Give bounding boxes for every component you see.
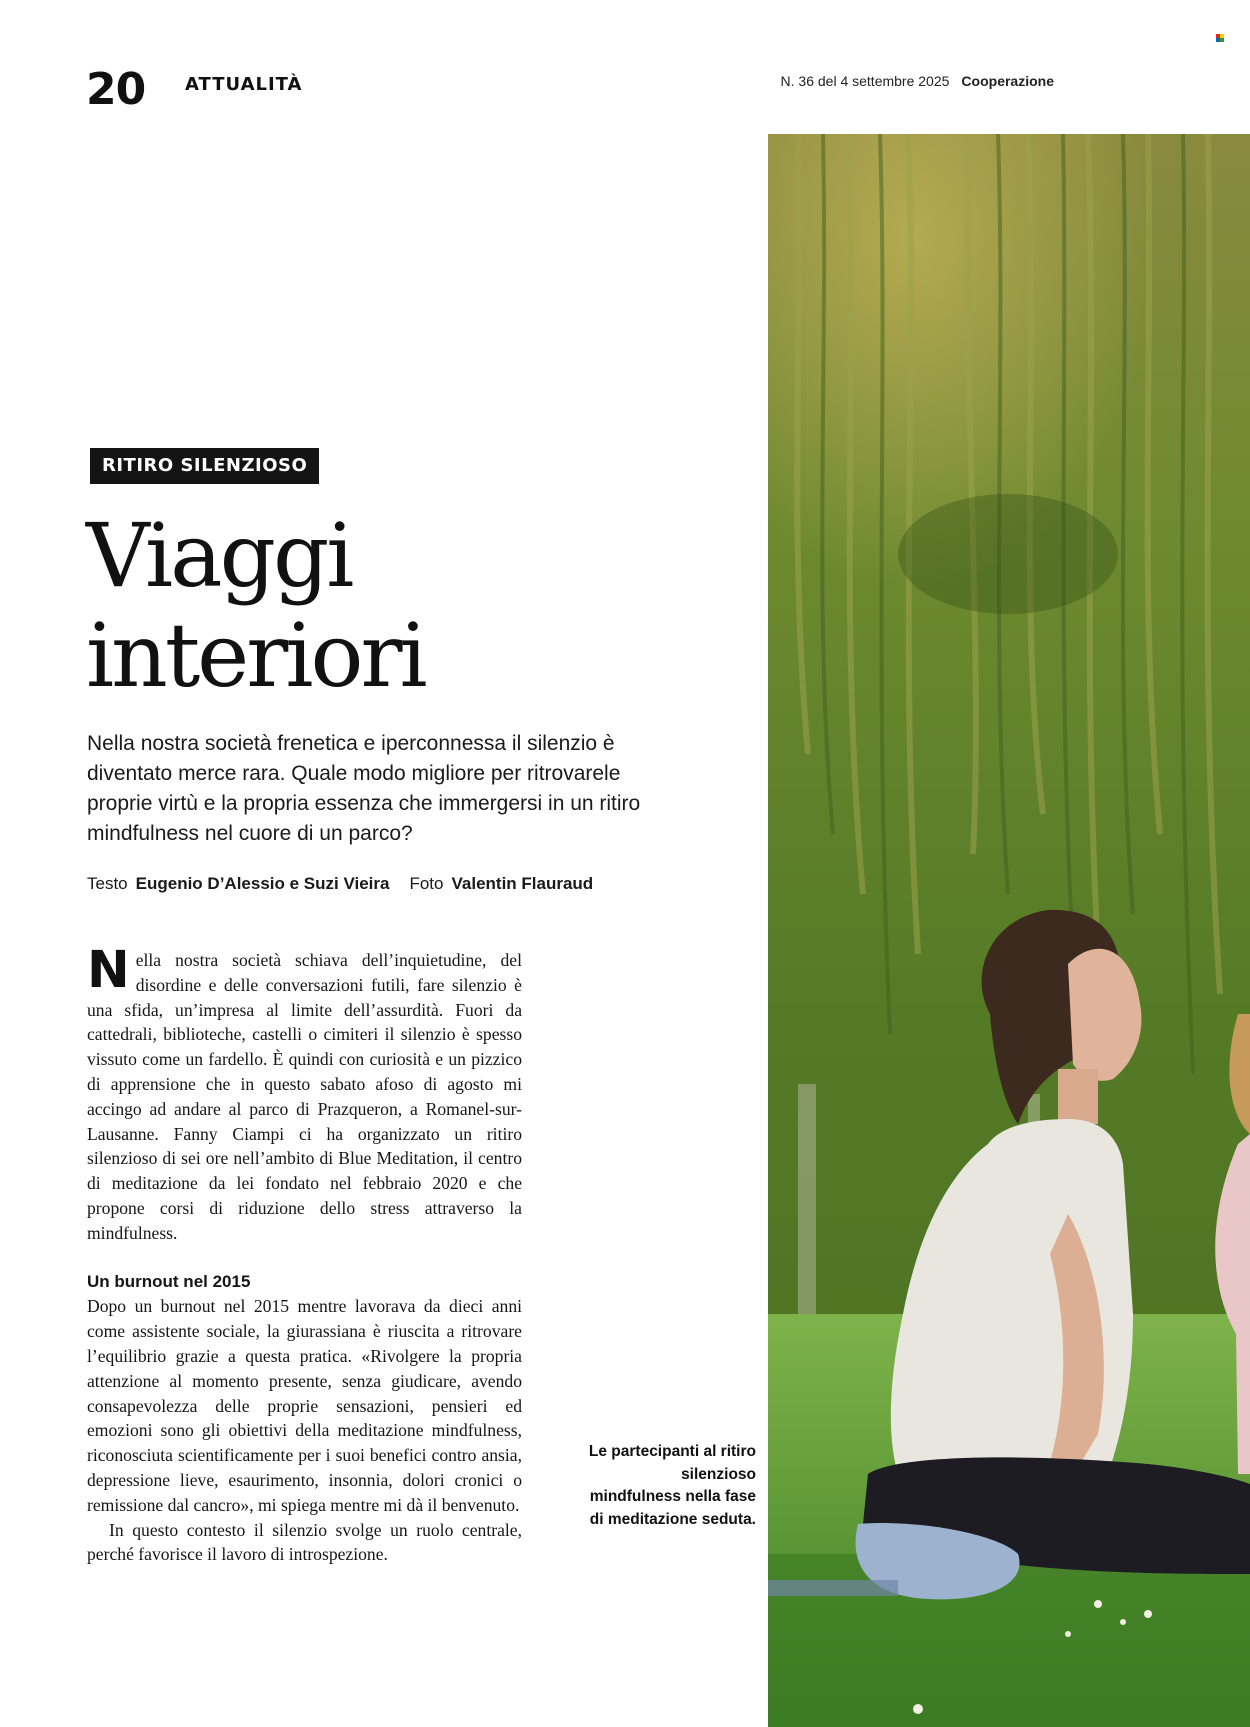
drop-cap: N [87,941,130,1000]
publication-name: Cooperazione [961,73,1054,89]
meditation-photo-illustration [768,134,1250,1727]
page-number: 20 [86,64,146,115]
paragraph [87,941,522,1246]
article-headline [86,506,726,706]
issue-date: N. 36 del 4 settembre 2025 [780,73,950,89]
kicker-label: RITIRO SILENZIOSO [90,448,319,484]
paragraph-2: Dopo un burnout nel 2015 mentre lavorava da dieci anni come assistente sociale, la giurassiana è riuscita a ritrovare l’equilibrio grazie a questa pratica. «Rivolgere la propria attenzione al momento presente, senza giudicare, avendo consapevolezza delle proprie sensazioni, pensieri ed emozioni sono gli obiettivi della meditazione mindfulness, riconosciuta scientificamente per i suoi benefici contro ansia, depressione lieve, esaurimento, insonnia, dolori cronici o remissione dal cancro», mi spiega mentre mi dà il benvenuto. [87,1296,522,1515]
print-color-mark [1216,34,1224,42]
issue-info [781,71,1054,91]
photo-caption: Le partecipanti al ritiro silenzioso mindfulness nella fase di meditazione seduta. [588,1443,756,1528]
paragraph-3: In questo contesto il silenzio svolge un ruolo centrale, perché favorisce il lavoro di introspezione. [87,1519,522,1565]
paragraph-1-text: ella nostra società schiava dell’inquietudine, del disordine e delle conversazioni futili, fare silenzio è una sfida, un’impresa al limite dell’assurdità. Fuori da cattedrali, biblioteche, castelli o cimiteri il silenzio è spesso vissuto come un fardello. È quindi con curiosità e un pizzico di apprensione che in questo sabato afoso di agosto mi accingo ad andare al parco di Prazqueron, a Romanel-sur-Lausanne. Fanny Ciampi ci ha organizzato un ritiro silenzioso di sei ore nell’ambito di Blue Meditation, il centro di meditazione da lei fondato nel febbraio 2020 e che propone corsi di riduzione dello stress attraverso la mindfulness. [87,950,522,1243]
headline-line-1: Viaggi [86,504,352,607]
standfirst: Nella nostra società frenetica e iperconnessa il silenzio è diventato merce rara. Quale modo migliore per ritrovarele proprie virtù e la propria essenza che immergersi in un ritiro mindfulness nel cuore di un parco? [87,732,641,845]
article-photo [768,134,1250,1727]
section-label: ATTUALITÀ [185,74,303,95]
photo-label: Foto [409,874,444,893]
photographer-name: Valentin Flauraud [451,874,594,893]
byline [87,872,593,896]
headline-line-2: interiori [86,604,425,707]
article-body [87,941,522,1567]
author-names: Eugenio D’Alessio e Suzi Vieira [135,874,390,893]
text-label: Testo [87,874,128,893]
subheading: Un burnout nel 2015 [87,1271,251,1291]
